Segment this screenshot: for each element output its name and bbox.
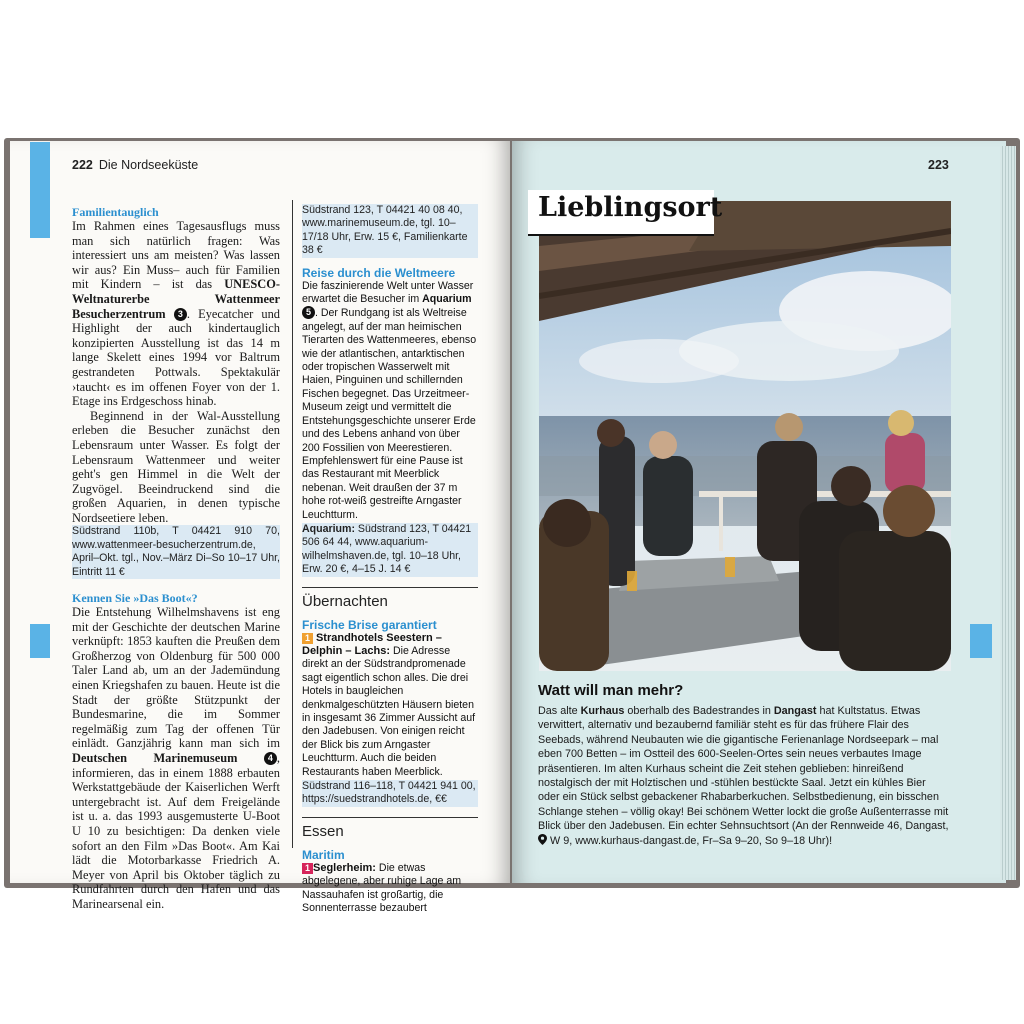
column-divider — [292, 200, 293, 848]
map-marker-3: 3 — [174, 308, 187, 321]
paragraph-besucherzentrum — [72, 219, 280, 409]
running-title: Die Nordseeküste — [98, 158, 199, 172]
heading-maritim: Maritim — [302, 847, 345, 862]
right-page-number: 223 — [928, 158, 949, 172]
text: Im Rahmen eines Tagesausflugs muss man sich natürlich fragen: Was interessiert uns am meisten? Was lassen wir aus? Ein Muss– auch für Familien mit Kindern – ist das — [72, 219, 280, 292]
lieblingsort-text: Lieblingsort — [538, 192, 723, 223]
map-pin-icon — [538, 834, 547, 845]
lieblingsort-heading: Watt will man mehr? — [538, 682, 684, 699]
left-column — [72, 205, 280, 912]
text: Die Entstehung Wilhelmshavens ist eng mit der Geschichte der deutschen Marine verknüpft: 1853 kauften die Preußen dem Großherzog von Oldenburg für 500 000 Taler Land ab, um an der Jademündung einen Kriegshafen zu bauen. Heute ist die Stadt der größte Stützpunkt der Bundesmarine, die im Sommer regelmäßig zum Tag der offenen Tür einlädt. Ganzjährig kann man sich im — [72, 605, 280, 751]
paragraph-aquarium — [302, 280, 478, 522]
paragraph-hotel — [302, 632, 478, 779]
text: Südstrand 123, T 04421 506 64 44, www.aquarium-wilhelmshaven.de, tgl. 10–18 Uhr, Erw. 20 €, 4–15 J. 14 € — [302, 522, 472, 576]
map-marker-5: 5 — [302, 306, 315, 319]
hotel-name: Strandhotels Seestern – Delphin – Lachs: — [302, 631, 442, 657]
bold-name: Aquarium — [422, 293, 472, 306]
section-uebernachten: Übernachten — [302, 587, 478, 610]
text: Die faszinierende Welt unter Wasser erwartet die Besucher im — [302, 279, 474, 306]
map-reference: W 9 — [550, 834, 570, 847]
text: Das alte — [538, 705, 581, 717]
info-marinemuseum: Südstrand 123, T 04421 40 08 40, www.marinemuseum.de, tgl. 10–17/18 Uhr, Erw. 15 €, Familienkarte 38 € — [302, 204, 478, 258]
text: Die etwas abgelegene, aber ruhige Lage am Nassauhafen ist großartig, die Sonnenterrasse bezaubert — [302, 861, 462, 915]
heading-frische-brise: Frische Brise garantiert — [302, 617, 437, 632]
section-essen: Essen — [302, 817, 478, 840]
bold-name: Kurhaus — [580, 705, 625, 717]
right-column — [302, 204, 478, 915]
bold-name: Dangast — [773, 705, 817, 717]
text: , www.kurhaus-dangast.de, Fr–Sa 9–20, So 9–18 Uhr)! — [569, 834, 833, 847]
bold-name: Deutschen Marinemuseum — [72, 751, 238, 766]
bold-name: Aquarium: — [302, 522, 355, 535]
lieblingsort-text-block — [538, 682, 950, 848]
thumb-tab-mid-left — [30, 624, 50, 658]
text: hat Kultstatus. Etwas verwittert, alternativ und bezaubernd familiär steht es für das frühere Flair des Seebads, während Neubauten wie die gigantische Ferienanlage Nordseepark – mal eben 700 Betten – im Ostteil des 600-Seelen-Ortes sein neues verbautes Image präsentieren. Im alten Kurhaus scheint die Zeit stehen geblieben: hinreißend nostalgisch der mit Holztischen und -stühlen bestückte Saal. Jetzt ein kühles Bier oder ein Stück selbst gebackener Rhabarberkuchen. Selbstbedienung, ein bisschen Schlange stehen – völlig okay! Bei schönem Wetter lockt die große Außenterrasse mit Blick über den Jadebusen. Ein echter Sehnsuchtsort (An der Rennweide 46, Dangast, — [538, 705, 949, 833]
heading-das-boot: Kennen Sie »Das Boot«? — [72, 591, 198, 606]
lieblingsort-label — [528, 190, 723, 236]
left-page-header — [72, 158, 198, 172]
thumb-tab-mid-right — [970, 624, 992, 658]
lieblingsort-paragraph — [538, 704, 950, 848]
paragraph-restaurant — [302, 862, 478, 916]
photo-illustration — [539, 201, 951, 671]
paragraph-marinemuseum — [72, 605, 280, 911]
text: . Der Rundgang ist als Weltreise angelegt, auf der man heimischen Tierarten des Wattenmeeres, ebenso wie der atlantischen, antarktischen oder tropischen Wasserwelt mit Haien, Pinguinen und schillernden Fischen begegnet. Das Urzeitmeer-Museum zeigt und vermittelt die Entstehungsgeschichte unserer Erde und des Lebens anhand von über 200 Fossilien von Meerestieren. Empfehlenswert für eine Pause ist das Restaurant mit Meerblick nebenan. Weit draußen der 37 m hohe rot-weiß gestreifte Arngaster Leuchtturm. — [302, 307, 477, 521]
map-marker-4: 4 — [264, 752, 277, 765]
info-aquarium — [302, 523, 478, 577]
bold-name: UNESCO-Weltnaturerbe Wattenmeer Besucherzentrum — [72, 277, 280, 321]
text: , informieren, das in einem 1888 erbauten Werkstattgebäude der Kaiserlichen Werft untergebracht ist. Auf dem Freigelände ist u. a. das 1993 ausgemusterte U-Boot U 10 zu besichtigen: Da denken viele sofort an den Film »Das Boot«. Am Kai lädt die Motorbarkasse Friedrich A. Meyer von April bis Oktober täglich zu Rundfahrten durch den Hafen und das Marinearsenal ein. — [72, 751, 280, 911]
hotel-marker-1: 1 — [302, 633, 313, 644]
text: oberhalb des Badestrandes in — [624, 705, 774, 717]
photo-kurhaus-terrace — [539, 201, 951, 671]
left-page-number: 222 — [72, 158, 93, 172]
restaurant-name: Seglerheim: — [313, 861, 376, 874]
text: . Eyecatcher und Highlight der auch kindertauglich konzipierten Ausstellung ist das 14 m lange Skelett eines 1994 vor Baltrum gestrandeten Pottwals. Spektakulär ›taucht‹ es im offenen Foyer von der 1. Etage ins Erdgeschoss hinab. — [72, 306, 280, 409]
restaurant-marker-1: 1 — [302, 863, 313, 874]
page-edges — [1000, 146, 1016, 880]
info-besucherzentrum: Südstrand 110b, T 04421 910 70, www.wattenmeer-besucherzentrum.de, April–Okt. tgl., Nov.–März Di–So 10–17 Uhr, Eintritt 11 € — [72, 525, 280, 578]
thumb-tab-top-left — [30, 142, 50, 238]
text: Die Adresse direkt an der Südstrandpromenade sagt eigentlich schon alles. Die drei Hotels in baugleichen denkmalgeschützten Häusern bieten in insgesamt 36 Zimmer Aussicht auf den Jadebusen. Von einigen reicht der Blick bis zum Arngaster Leuchtturm. Auch die beiden Restaurants haben Meerblick. — [302, 644, 476, 778]
paragraph-wal-ausstellung: Beginnend in der Wal-Ausstellung erleben die Besucher zunächst den Lebensraum unter Wasser. Es folgt der Lebensraum Wattenmeer und weiter geht's gen Himmel in die Welt der Zugvögel. Beeindruckend sind die großen Aquarien, in denen typische Nordseetiere leben. — [72, 408, 280, 525]
heading-weltmeere: Reise durch die Weltmeere — [302, 265, 456, 280]
info-hotel: Südstrand 116–118, T 04421 941 00, https://suedstrandhotels.de, €€ — [302, 780, 478, 807]
heading-familientauglich: Familientauglich — [72, 205, 159, 219]
